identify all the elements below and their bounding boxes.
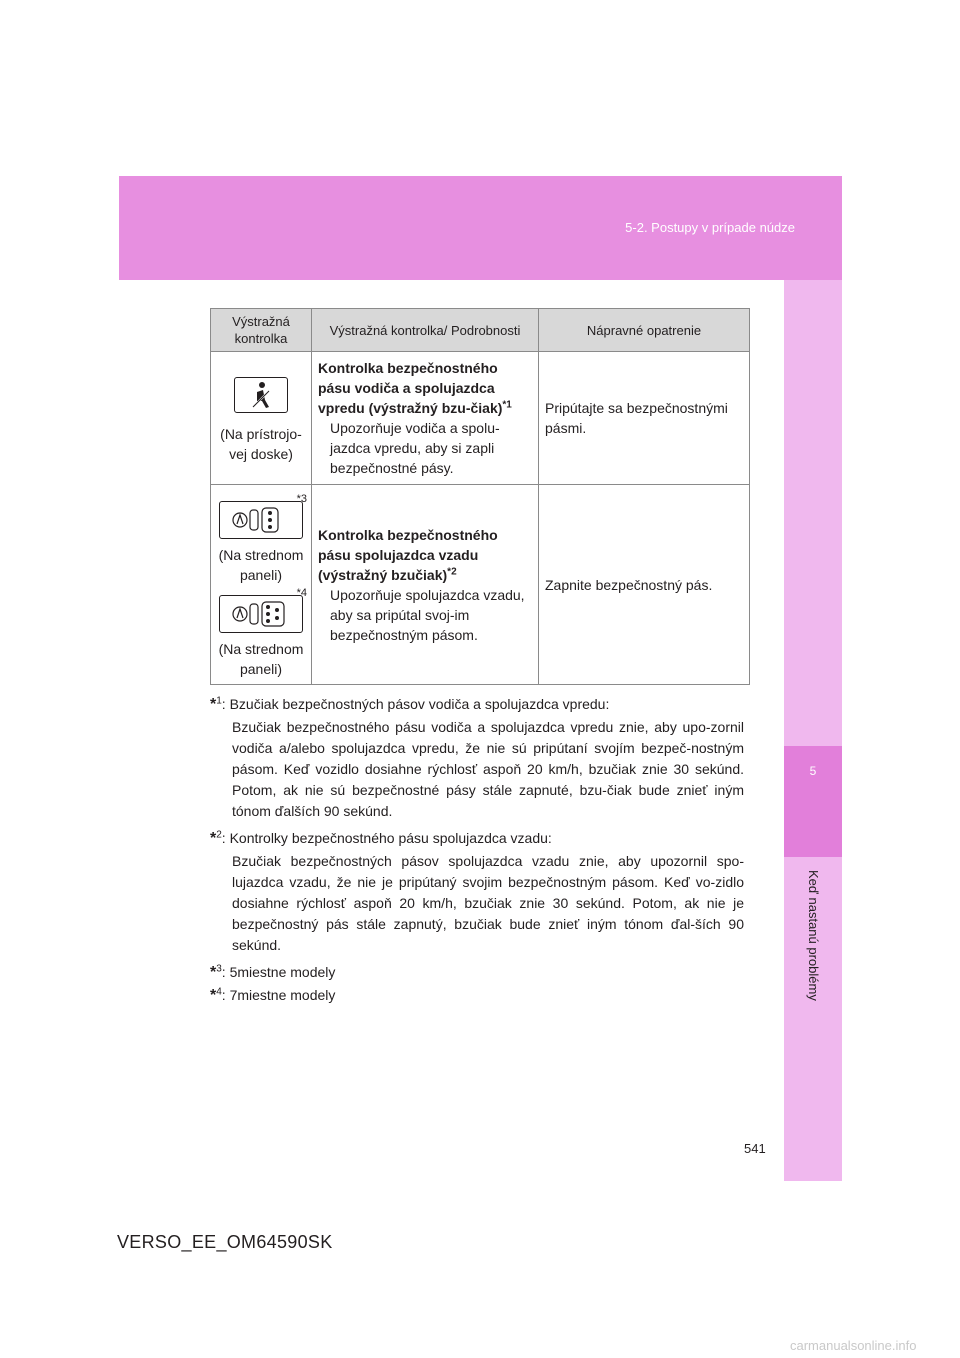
footnotes bbox=[210, 688, 744, 1006]
footnote-number: 4 bbox=[216, 986, 222, 998]
details-cell bbox=[312, 485, 539, 685]
footnote-number: 2 bbox=[216, 829, 222, 841]
document-code: VERSO_EE_OM64590SK bbox=[117, 1232, 333, 1252]
footnote-star: * bbox=[210, 987, 217, 1004]
footnote-title: : 5miestne modely bbox=[221, 964, 336, 980]
action-text: Pripútajte sa bezpečnostnými pásmi. bbox=[545, 400, 728, 436]
details-cell bbox=[312, 352, 539, 485]
column-header: Výstražná kontrolka/ Podrobnosti bbox=[312, 309, 539, 352]
header-band bbox=[119, 176, 842, 280]
footnote-text: Bzučiak bezpečnostných pásov spolujazdca vzadu znie, aby upozornil spo-lujazdca vzadu, že nie je pripútaný svojim bezpečnostným pásom. Keď vo-zidlo dosiahne rýchlosť aspoň 20 km/h, bzučiak znie 30 sekúnd. Potom, ak nie je bezpečnostný pás stále zapnutý, bzučiak bude znieť iným tónom ďal-ších 90 sekúnd. bbox=[232, 853, 744, 953]
footnote-marker: *3 bbox=[296, 492, 307, 505]
footnote-ref: *2 bbox=[447, 565, 457, 577]
warning-light-cell bbox=[211, 485, 312, 685]
footnote-star: * bbox=[210, 696, 217, 713]
footnote-item bbox=[210, 694, 744, 822]
icon-location-label: (Na strednom paneli) bbox=[218, 640, 304, 677]
watermark[interactable]: carmanualsonline.info bbox=[790, 1338, 917, 1353]
detail-title: Kontrolka bezpečnostného pásu spolujazdca vzadu (výstražný bzučiak) bbox=[318, 526, 498, 583]
icon-location-label: (Na prístrojo-vej doske) bbox=[220, 425, 302, 462]
seatbelt-warning-icon bbox=[234, 377, 288, 413]
chapter-title: Keď nastanú problémy bbox=[806, 870, 821, 1001]
footnote-text: Bzučiak bezpečnostného pásu vodiča a spolujazdca vpredu znie, aby upo-zornil vodiča a/alebo spolujazdca vpredu, že nie sú pripútaní svojím bezpeč-nostným pásom. Keď vozidlo dosiahne rýchlosť aspoň 20 km/h, bzučiak znie 30 sekúnd. Potom, ak nie sú bezpečnostné pásy stále zapnuté, bzu-čiak bude znieť iným tónom ďalších 90 sekúnd. bbox=[232, 719, 744, 819]
footnote-title: : 7miestne modely bbox=[221, 987, 336, 1003]
footnote-number: 1 bbox=[216, 695, 222, 707]
page-number: 541 bbox=[744, 1141, 766, 1156]
footnote-marker: *4 bbox=[296, 586, 307, 599]
warning-light-table bbox=[210, 308, 750, 685]
chapter-side-tab[interactable] bbox=[784, 280, 842, 1181]
rear-seatbelt-7seat-icon bbox=[219, 595, 303, 633]
icon-location-label: (Na strednom paneli) bbox=[218, 546, 304, 583]
chapter-number: 5 bbox=[809, 764, 817, 778]
action-text: Zapnite bezpečnostný pás. bbox=[545, 576, 713, 593]
chapter-tab-active bbox=[784, 746, 842, 857]
detail-text: Upozorňuje spolujazdca vzadu, aby sa pripútal svoj-im bezpečnostným pásom. bbox=[330, 586, 525, 643]
column-header: Nápravné opatrenie bbox=[539, 309, 750, 352]
detail-text: Upozorňuje vodiča a spolu-jazdca vpredu, aby si zapli bezpečnostné pásy. bbox=[330, 420, 500, 476]
column-header: Výstražná kontrolka bbox=[211, 309, 312, 352]
footnote-number: 3 bbox=[216, 963, 222, 975]
rear-seatbelt-5seat-icon bbox=[219, 501, 303, 539]
action-cell bbox=[539, 352, 750, 485]
footnote-star: * bbox=[210, 830, 217, 847]
footnote-ref: *1 bbox=[502, 399, 512, 411]
table-row bbox=[211, 352, 750, 485]
section-title: 5-2. Postupy v prípade núdze bbox=[625, 220, 795, 235]
warning-light-cell bbox=[211, 352, 312, 485]
detail-title: Kontrolka bezpečnostného pásu vodiča a spolujazdca vpredu (výstražný bzu-čiak) bbox=[318, 360, 503, 416]
footnote-star: * bbox=[210, 964, 217, 981]
footnote-item bbox=[210, 985, 744, 1006]
action-cell bbox=[539, 485, 750, 685]
footnote-item bbox=[210, 962, 744, 983]
footnote-item bbox=[210, 828, 744, 956]
footnote-title: : Bzučiak bezpečnostných pásov vodiča a spolujazdca vpredu: bbox=[221, 696, 610, 712]
table-row bbox=[211, 485, 750, 685]
table-header-row bbox=[211, 309, 750, 352]
footnote-title: : Kontrolky bezpečnostného pásu spolujazdca vzadu: bbox=[221, 830, 552, 846]
